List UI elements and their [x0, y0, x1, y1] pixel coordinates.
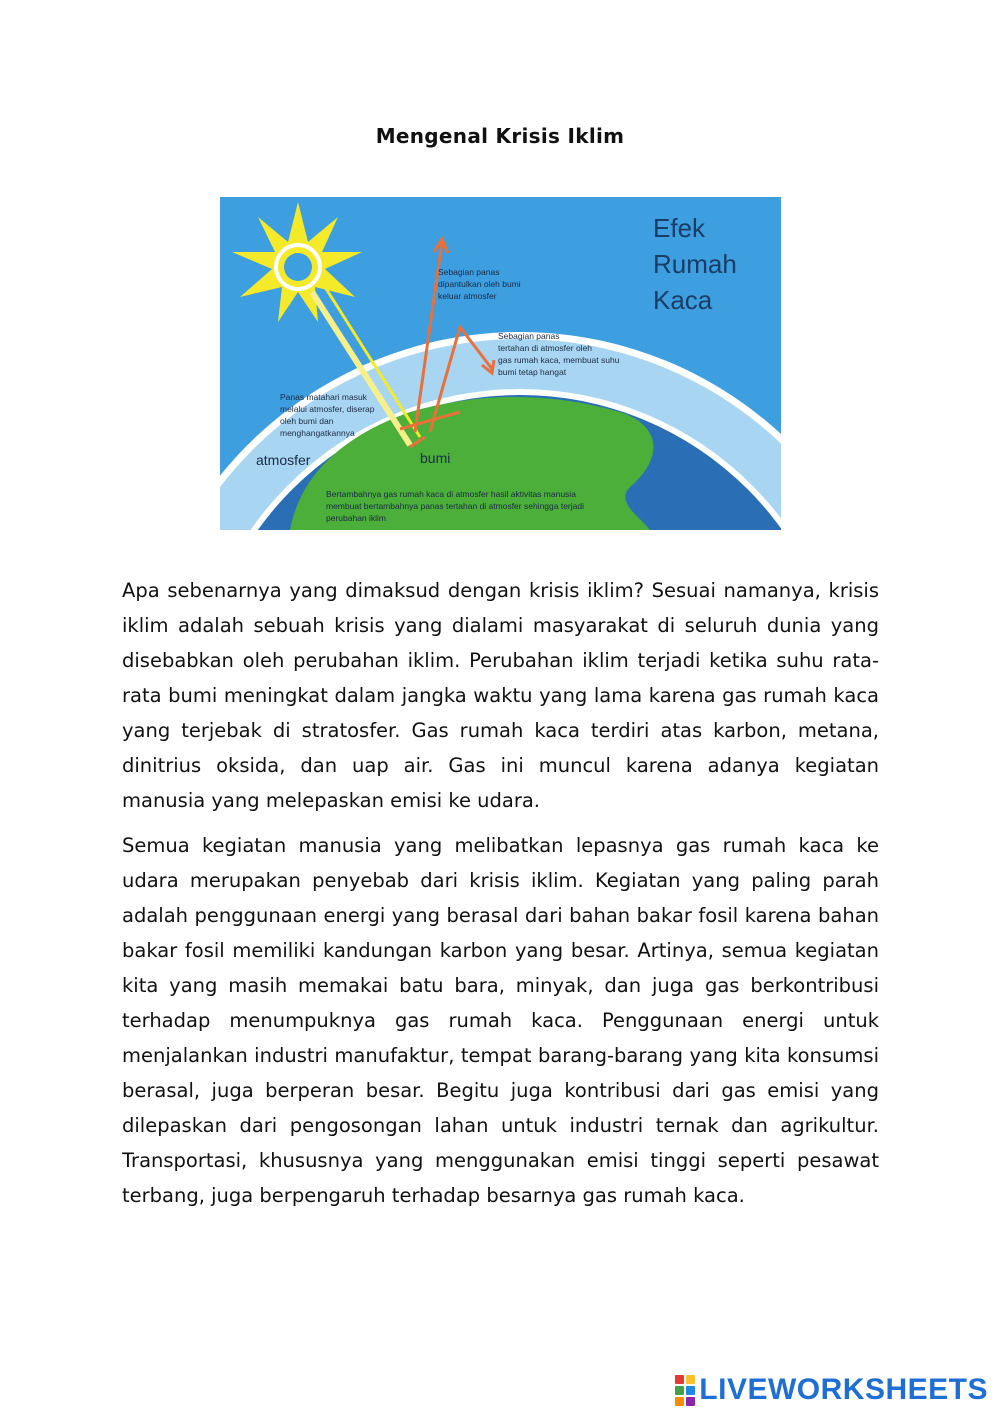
caption-sun-line: menghangatkannya — [280, 428, 355, 438]
caption-reflected-line: Sebagian panas — [438, 267, 500, 277]
caption-reflected-line: dipantulkan oleh bumi — [438, 279, 521, 289]
brand-blocks-icon — [675, 1375, 695, 1406]
caption-trapped-line: bumi tetap hangat — [498, 367, 567, 377]
label-earth: bumi — [420, 450, 451, 466]
heading-line: Kaca — [653, 285, 713, 315]
heading-line: Rumah — [653, 249, 737, 279]
brand-name: LIVEWORKSHEETS — [699, 1373, 988, 1406]
caption-trapped-line: tertahan di atmosfer oleh — [498, 343, 593, 353]
caption-sun-line: Panas matahari masuk — [280, 392, 367, 402]
paragraph-2: Semua kegiatan manusia yang melibatkan lepasnya gas rumah kaca ke udara merupakan penyebab dari krisis iklim. Kegiatan yang paling parah adalah penggunaan energi yang berasal dari bahan bakar fosil karena bahan bakar fosil memiliki kandungan karbon yang besar. Artinya, semua kegiatan kita yang masih memakai batu bara, minyak, dan juga gas berkontribusi terhadap menumpuknya gas rumah kaca. Penggunaan energi untuk menjalankan industri manufaktur, tempat barang-barang yang kita konsumsi berasal, juga berperan besar. Begitu juga kontribusi dari gas emisi yang dilepaskan dari pengosongan lahan untuk industri ternak dan agrikultur. Transportasi, khususnya yang menggunakan emisi tinggi seperti pesawat terbang, juga berpengaruh terhadap besarnya gas rumah kaca. — [122, 834, 879, 1207]
heading-line: Efek — [653, 213, 706, 243]
brand-logo[interactable] — [675, 1372, 988, 1408]
caption-sun-line: oleh bumi dan — [280, 416, 334, 426]
label-atmosphere: atmosfer — [256, 452, 311, 468]
caption-reflected-line: keluar atmosfer — [438, 291, 497, 301]
greenhouse-effect-diagram — [220, 197, 781, 530]
paragraph-1: Apa sebenarnya yang dimaksud dengan krisis iklim? Sesuai namanya, krisis iklim adalah sebuah krisis yang dialami masyarakat di seluruh dunia yang disebabkan oleh perubahan iklim. Perubahan iklim terjadi ketika suhu rata-rata bumi meningkat dalam jangka waktu yang lama karena gas rumah kaca yang terjebak di stratosfer. Gas rumah kaca terdiri atas karbon, metana, dinitrius oksida, dan uap air. Gas ini muncul karena adanya kegiatan manusia yang melepaskan emisi ke udara. — [122, 579, 879, 812]
caption-trapped-line: Sebagian panas — [498, 331, 560, 341]
caption-sun-line: melalui atmosfer, diserap — [280, 404, 375, 414]
page-title: Mengenal Krisis Iklim — [375, 124, 625, 148]
caption-bottom-line: perubahan iklim — [326, 513, 387, 523]
caption-bottom-line: Bertambahnya gas rumah kaca di atmosfer hasil aktivitas manusia — [326, 489, 576, 499]
caption-trapped-line: gas rumah kaca, membuat suhu — [498, 355, 620, 365]
caption-bottom-line: membuat bertambahnya panas tertahan di atmosfer sehingga terjadi — [326, 501, 584, 511]
